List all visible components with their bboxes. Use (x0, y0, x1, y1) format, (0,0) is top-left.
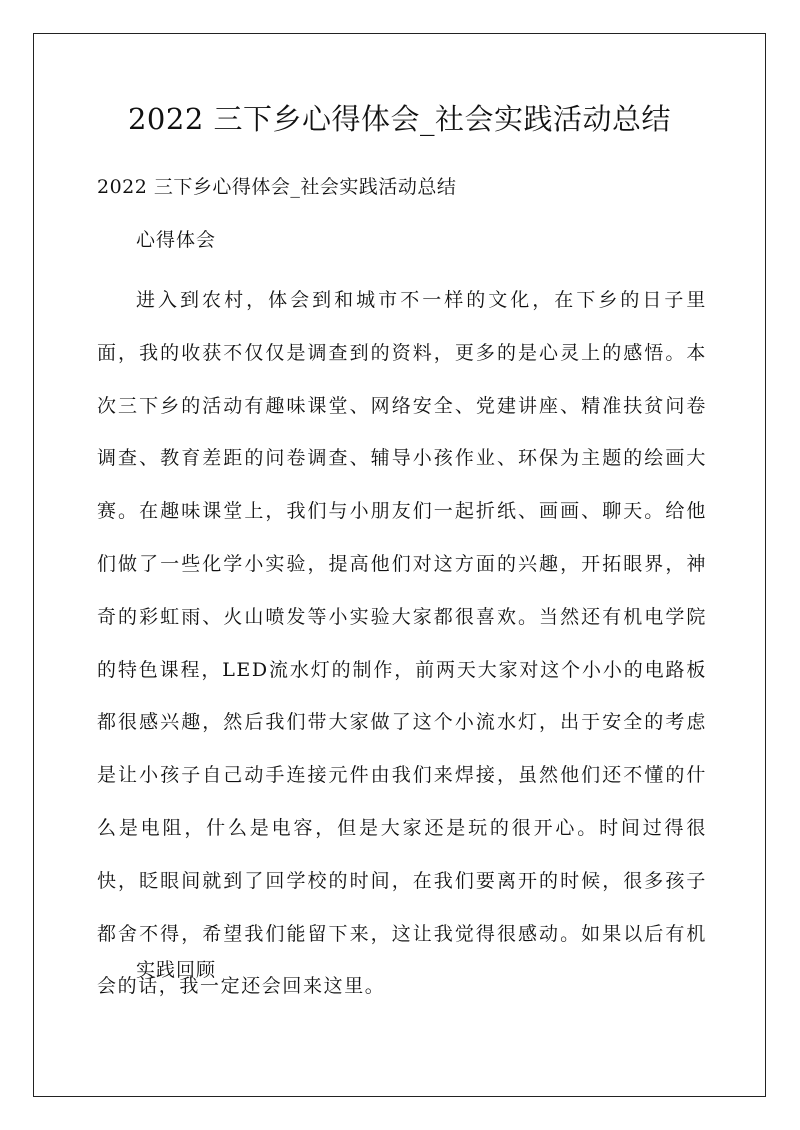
document-title: 2022 三下乡心得体会_社会实践活动总结 (127, 102, 672, 136)
section-heading-practice-review: 实践回顾 (136, 959, 217, 981)
section-heading-reflections: 心得体会 (136, 229, 217, 251)
body-paragraph: 进入到农村，体会到和城市不一样的文化，在下乡的日子里面，我的收获不仅仅是调查到的资料，更多的是心灵上的感悟。本次三下乡的活动有趣味课堂、网络安全、党建讲座、精准扶贫问卷调查、教育差距的问卷调查、辅导小孩作业、环保为主题的绘画大赛。在趣味课堂上，我们与小朋友们一起折纸、画画、聊天。给他们做了一些化学小实验，提高他们对这方面的兴趣，开拓眼界，神奇的彩虹雨、火山喷发等小实验大家都很喜欢。当然还有机电学院的特色课程，LED流水灯的制作，前两天大家对这个小小的电路板都很感兴趣，然后我们带大家做了这个小流水灯，出于安全的考虑是让小孩子自己动手连接元件由我们来焊接，虽然他们还不懂的什么是电阻，什么是电容，但是大家还是玩的很开心。时间过得很快，眨眼间就到了回学校的时间，在我们要离开的时候，很多孩子都舍不得，希望我们能留下来，这让我觉得很感动。如果以后有机会的话，我一定还会回来这里。 (97, 289, 707, 998)
document-subtitle: 2022 三下乡心得体会_社会实践活动总结 (97, 176, 457, 198)
